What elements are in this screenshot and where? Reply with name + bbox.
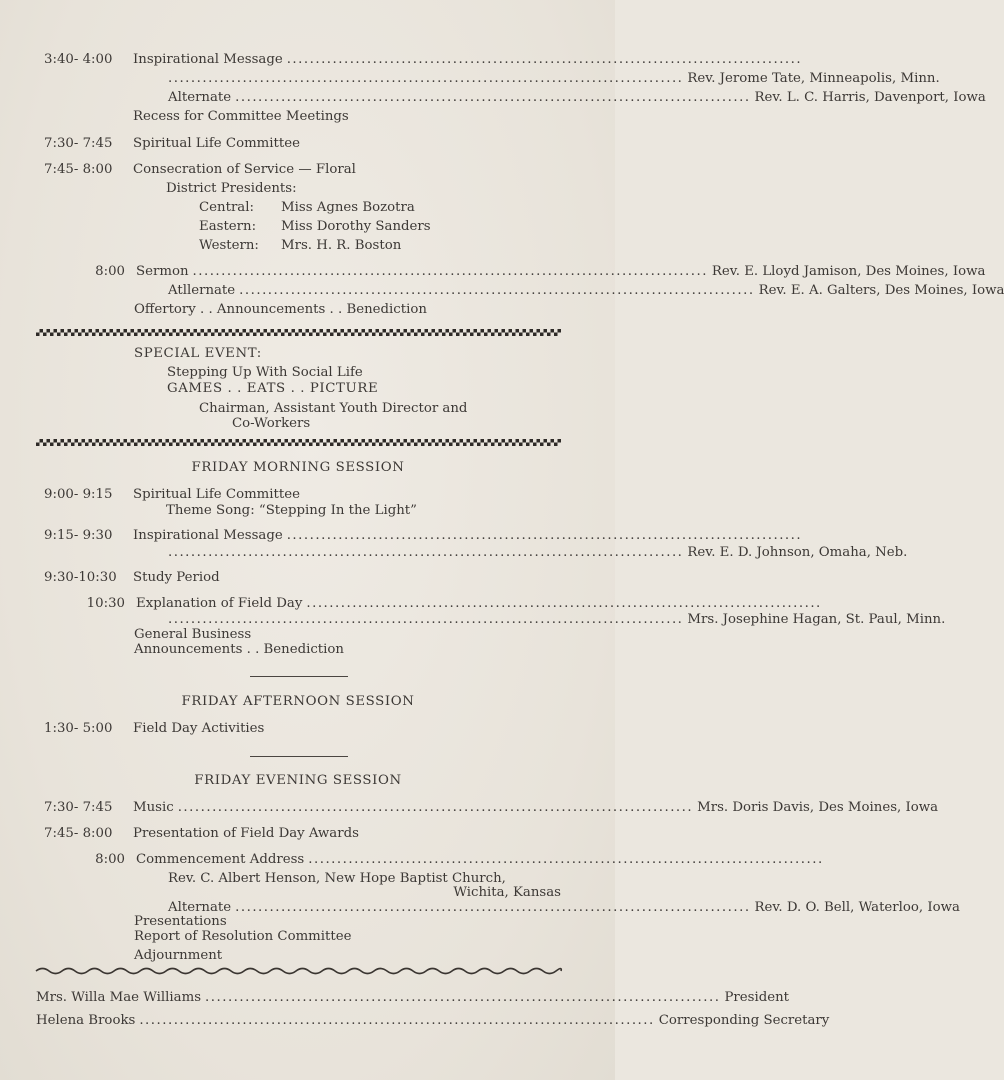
special-event-line: Chairman, Assistant Youth Director and [199, 401, 468, 416]
sermon-line: Sermon .......................................................................................... Rev. E. Lloyd Jamison, Des Moines, Iowa [136, 264, 986, 279]
time-slot: 1:30- 5:00 [44, 721, 113, 736]
special-event-line: Stepping Up With Social Life [167, 365, 363, 380]
agenda-item: Study Period [133, 570, 220, 585]
alternate-line: Alternate .......................................................................................... Rev. D. O. Bell, Waterloo, Iowa [168, 900, 960, 915]
speaker-line: .......................................................................................... Mrs. Josephine Hagan, St. Paul, Minn. [168, 612, 946, 627]
special-event-title: SPECIAL EVENT: [134, 346, 262, 361]
checkered-divider [36, 329, 561, 336]
officer-line: Mrs. Willa Mae Williams .......................................................................................... President [36, 990, 789, 1005]
session-heading: FRIDAY MORNING SESSION [191, 460, 405, 475]
agenda-item: Consecration of Service — Floral [133, 162, 356, 177]
agenda-item: Inspirational Message .......................................................................................... [133, 52, 803, 67]
speaker-line: Wichita, Kansas [453, 885, 561, 900]
music-line: Music .......................................................................................... Mrs. Doris Davis, Des Moines, Iowa [133, 800, 939, 815]
agenda-item: Spiritual Life Committee [133, 487, 300, 502]
district-region: Western: [199, 238, 259, 253]
agenda-item: Explanation of Field Day .......................................................................................... [136, 596, 822, 611]
agenda-item: Field Day Activities [133, 721, 265, 736]
special-event-line: Co-Workers [232, 416, 311, 431]
speaker-line: .......................................................................................... Rev. Jerome Tate, Minneapolis, Minn. [168, 71, 940, 86]
special-event-line: GAMES . . EATS . . PICTURE [167, 381, 379, 396]
time-slot: 7:45- 8:00 [44, 162, 113, 177]
wavy-divider [36, 966, 561, 976]
agenda-item: General Business [134, 627, 252, 642]
alternate-line: Alternate .......................................................................................... Rev. L. C. Harris, Davenport, Iowa [168, 90, 986, 105]
agenda-item: Commencement Address .......................................................................................... [136, 852, 824, 867]
agenda-item: Inspirational Message .......................................................................................... [133, 528, 803, 543]
alternate-line: Atllernate .......................................................................................... Rev. E. A. Galters, Des Moines, Iowa [168, 283, 1004, 298]
agenda-item: Presentations [134, 914, 227, 929]
time-slot: 9:00- 9:15 [44, 487, 113, 502]
district-president: Miss Agnes Bozotra [281, 200, 415, 215]
officer-line: Helena Brooks .......................................................................................... Corresponding Secretary [36, 1013, 830, 1028]
speaker-line: .......................................................................................... Rev. E. D. Johnson, Omaha, Neb. [168, 545, 908, 560]
time-slot: 7:30- 7:45 [44, 800, 113, 815]
time-slot: 7:45- 8:00 [44, 826, 113, 841]
time-slot: 8:00 [95, 264, 125, 279]
sub-heading: District Presidents: [166, 181, 297, 196]
agenda-item: Presentation of Field Day Awards [133, 826, 359, 841]
session-heading: FRIDAY AFTERNOON SESSION [181, 694, 415, 709]
agenda-item: Offertory . . Announcements . . Benediction [134, 302, 427, 317]
district-president: Mrs. H. R. Boston [281, 238, 402, 253]
district-president: Miss Dorothy Sanders [281, 219, 431, 234]
agenda-item: Spiritual Life Committee [133, 136, 300, 151]
district-region: Central: [199, 200, 254, 215]
section-divider [250, 756, 348, 757]
agenda-item: Announcements . . Benediction [134, 642, 344, 657]
time-slot: 3:40- 4:00 [44, 52, 113, 67]
agenda-item: Recess for Committee Meetings [133, 109, 349, 124]
time-slot: 7:30- 7:45 [44, 136, 113, 151]
checkered-divider [36, 439, 561, 446]
agenda-item: Report of Resolution Committee [134, 929, 352, 944]
time-slot: 9:15- 9:30 [44, 528, 113, 543]
session-heading: FRIDAY EVENING SESSION [194, 773, 402, 788]
speaker-line: Rev. C. Albert Henson, New Hope Baptist Church, [168, 871, 506, 886]
section-divider [250, 676, 348, 677]
time-slot: 9:30-10:30 [44, 570, 117, 585]
agenda-item: Adjournment [134, 948, 223, 963]
time-slot: 8:00 [95, 852, 125, 867]
district-region: Eastern: [199, 219, 257, 234]
time-slot: 10:30 [86, 596, 125, 611]
agenda-item: Theme Song: “Stepping In the Light” [166, 503, 417, 518]
